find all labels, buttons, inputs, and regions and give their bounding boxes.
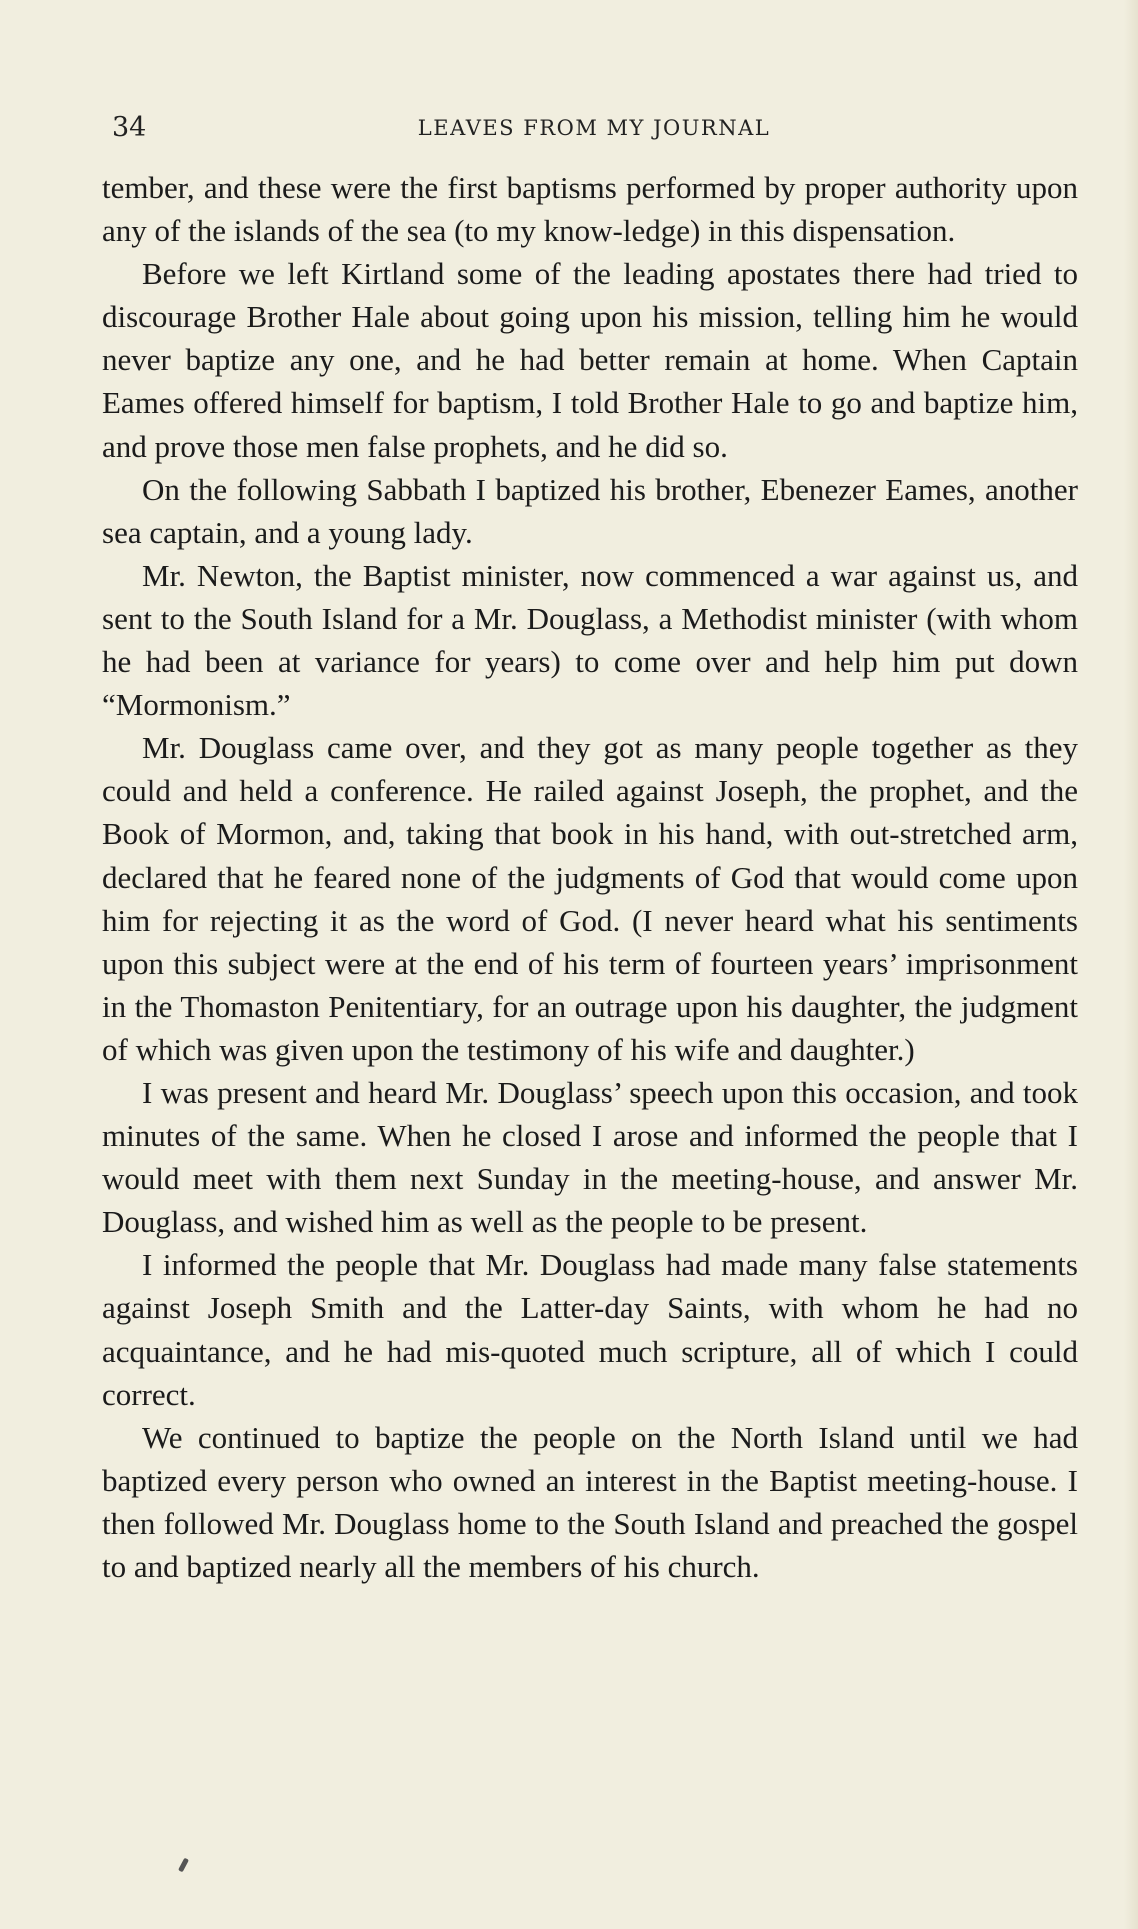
paragraph: Before we left Kirtland some of the leading apostates there had tried to discourage Brother Hale about going upon his mission, telling him he would never baptize any one, and he had better remain at home. When Captain Eames offered himself for baptism, I told Brother Hale to go and baptize him, and prove those men false prophets, and he did so. <box>102 256 1078 464</box>
paragraph: I was present and heard Mr. Douglass’ speech upon this occasion, and took minutes of the same. When he closed I arose and informed the people that I would meet with them next Sunday in the meeting-house, and answer Mr. Douglass, and wished him as well as the people to be present. <box>102 1074 1078 1240</box>
paragraph: On the following Sabbath I baptized his brother, Ebenezer Eames, another sea captain, and a young lady. <box>102 471 1078 550</box>
running-title: LEAVES FROM MY JOURNAL <box>417 116 771 140</box>
body-text <box>102 166 1078 1588</box>
paragraph: I informed the people that Mr. Douglass had made many false statements against Joseph Smith and the Latter-day Saints, with whom he had no acquaintance, and he had mis-quoted much scripture, all of which I could correct. <box>102 1247 1078 1412</box>
paragraph: Mr. Douglass came over, and they got as many people together as they could and held a conference. He railed against Joseph, the prophet, and the Book of Mormon, and, taking that book in his hand, with out-stretched arm, declared that he feared none of the judgments of God that would come upon him for rejecting it as the word of God. (I never heard what his sentiments upon this subject were at the end of his term of fourteen years’ imprisonment in the Thomaston Penitentiary, for an outrage upon his daughter, the judgment of which was given upon the testimony of his wife and daughter.) <box>102 730 1078 1067</box>
page-number: 34 <box>112 112 147 143</box>
paragraph: Mr. Newton, the Baptist minister, now commenced a war against us, and sent to the South Island for a Mr. Douglass, a Methodist minister (with whom he had been at variance for years) to come over and help him put down “Mormonism.” <box>102 557 1078 723</box>
page-edge-shadow <box>1124 0 1138 1929</box>
ink-mark <box>178 1858 189 1873</box>
paragraph: We continued to baptize the people on the North Island until we had baptized every person who owned an interest in the Baptist meeting-house. I then followed Mr. Douglass home to the South Island and preached the gospel to and baptized nearly all the members of his church. <box>102 1419 1078 1584</box>
page-header <box>112 108 1076 148</box>
paragraph: tember, and these were the first baptisms performed by proper authority upon any of the islands of the sea (to my know-ledge) in this dispensation. <box>102 170 1078 249</box>
